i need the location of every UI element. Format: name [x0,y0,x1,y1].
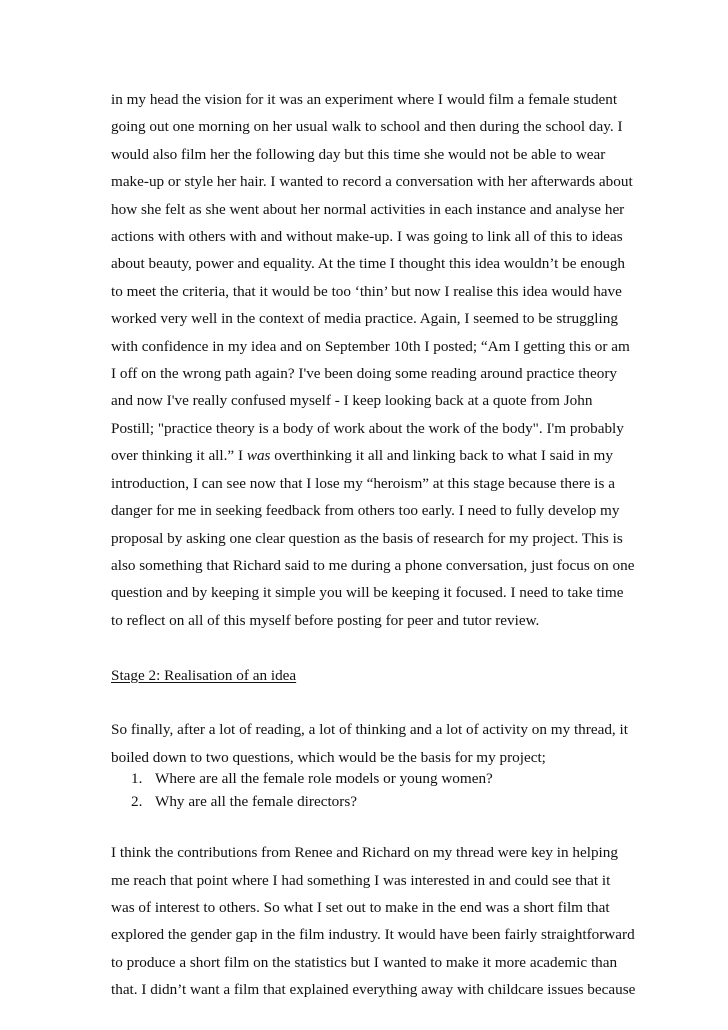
text-line: I think the contributions from Renee and Richard on my thread were key in helping [111,844,618,862]
text-line: to reflect on all of this myself before posting for peer and tutor review. [111,611,540,629]
list-number: 1. [131,770,143,788]
text-line: worked very well in the context of media practice. Again, I seemed to be struggling [111,310,618,328]
text-line: question and by keeping it simple you will be keeping it focused. I need to take time [111,584,624,602]
text-line: that. I didn’t want a film that explained everything away with childcare issues because [111,981,636,999]
text-line: to meet the criteria, that it would be too ‘thin’ but now I realise this idea would have [111,282,622,300]
text-segment: over thinking it all.” I [111,447,247,465]
text-line: actions with others with and without make-up. I was going to link all of this to ideas [111,228,623,246]
paragraph-spacer [111,813,621,839]
text-line: in my head the vision for it was an experiment where I would film a female student [111,91,618,108]
numbered-list [111,767,621,813]
section-heading-line [111,662,621,689]
text-line: introduction, I can see now that I lose my “heroism” at this stage because there is a [111,474,615,492]
text-line: proposal by asking one clear question as the basis of research for my project. This is [111,529,623,547]
emphasis-word: was [246,447,271,465]
document-page [111,86,636,1004]
text-line: boiled down to two questions, which would be the basis for my project; [111,748,546,766]
paragraph-spacer [111,689,621,716]
text-line: how she felt as she went about her normal activities in each instance and analyse her [111,200,625,218]
list-item [111,790,621,813]
text-line: about beauty, power and equality. At the time I thought this idea wouldn’t be enough [111,255,626,273]
text-line: danger for me in seeking feedback from others too early. I need to fully develop my [111,502,620,520]
text-line: with confidence in my idea and on September 10th I posted; “Am I getting this or am [111,337,630,355]
text-line: make-up or style her hair. I wanted to record a conversation with her afterwards about [111,173,633,191]
paragraph-contributions [111,839,636,1003]
text-line: So finally, after a lot of reading, a lot of thinking and a lot of activity on my thread, it [111,721,628,739]
text-segment: overthinking it all and linking back to what I said in my [270,447,613,465]
section-heading: Stage 2: Realisation of an idea [111,666,297,684]
text-line: was of interest to others. So what I set out to make in the end was a short film that [111,898,610,916]
list-number: 2. [131,793,143,811]
paragraph-reflection [111,86,635,634]
text-line: to produce a short film on the statistics but I wanted to make it more academic than [111,953,618,971]
text-line: me reach that point where I had something I was interested in and could see that it [111,871,611,889]
text-line: going out one morning on her usual walk to school and then during the school day. I [111,118,623,136]
text-line: explored the gender gap in the film industry. It would have been fairly straightforward [111,926,635,944]
text-line: and now I've really confused myself - I keep looking back at a quote from John [111,392,593,410]
text-line: I off on the wrong path again? I've been doing some reading around practice theory [111,365,617,383]
text-line: also something that Richard said to me during a phone conversation, just focus on one [111,556,635,574]
text-line: would also film her the following day but this time she would not be able to wear [111,145,606,163]
text-line-with-emphasis [111,442,621,469]
text-line: Postill; "practice theory is a body of work about the work of the body". I'm probably [111,419,624,437]
paragraph-questions-intro [111,716,628,771]
list-text: Where are all the female role models or young women? [155,770,493,788]
list-text: Why are all the female directors? [155,793,357,811]
paragraph-spacer [111,634,621,661]
